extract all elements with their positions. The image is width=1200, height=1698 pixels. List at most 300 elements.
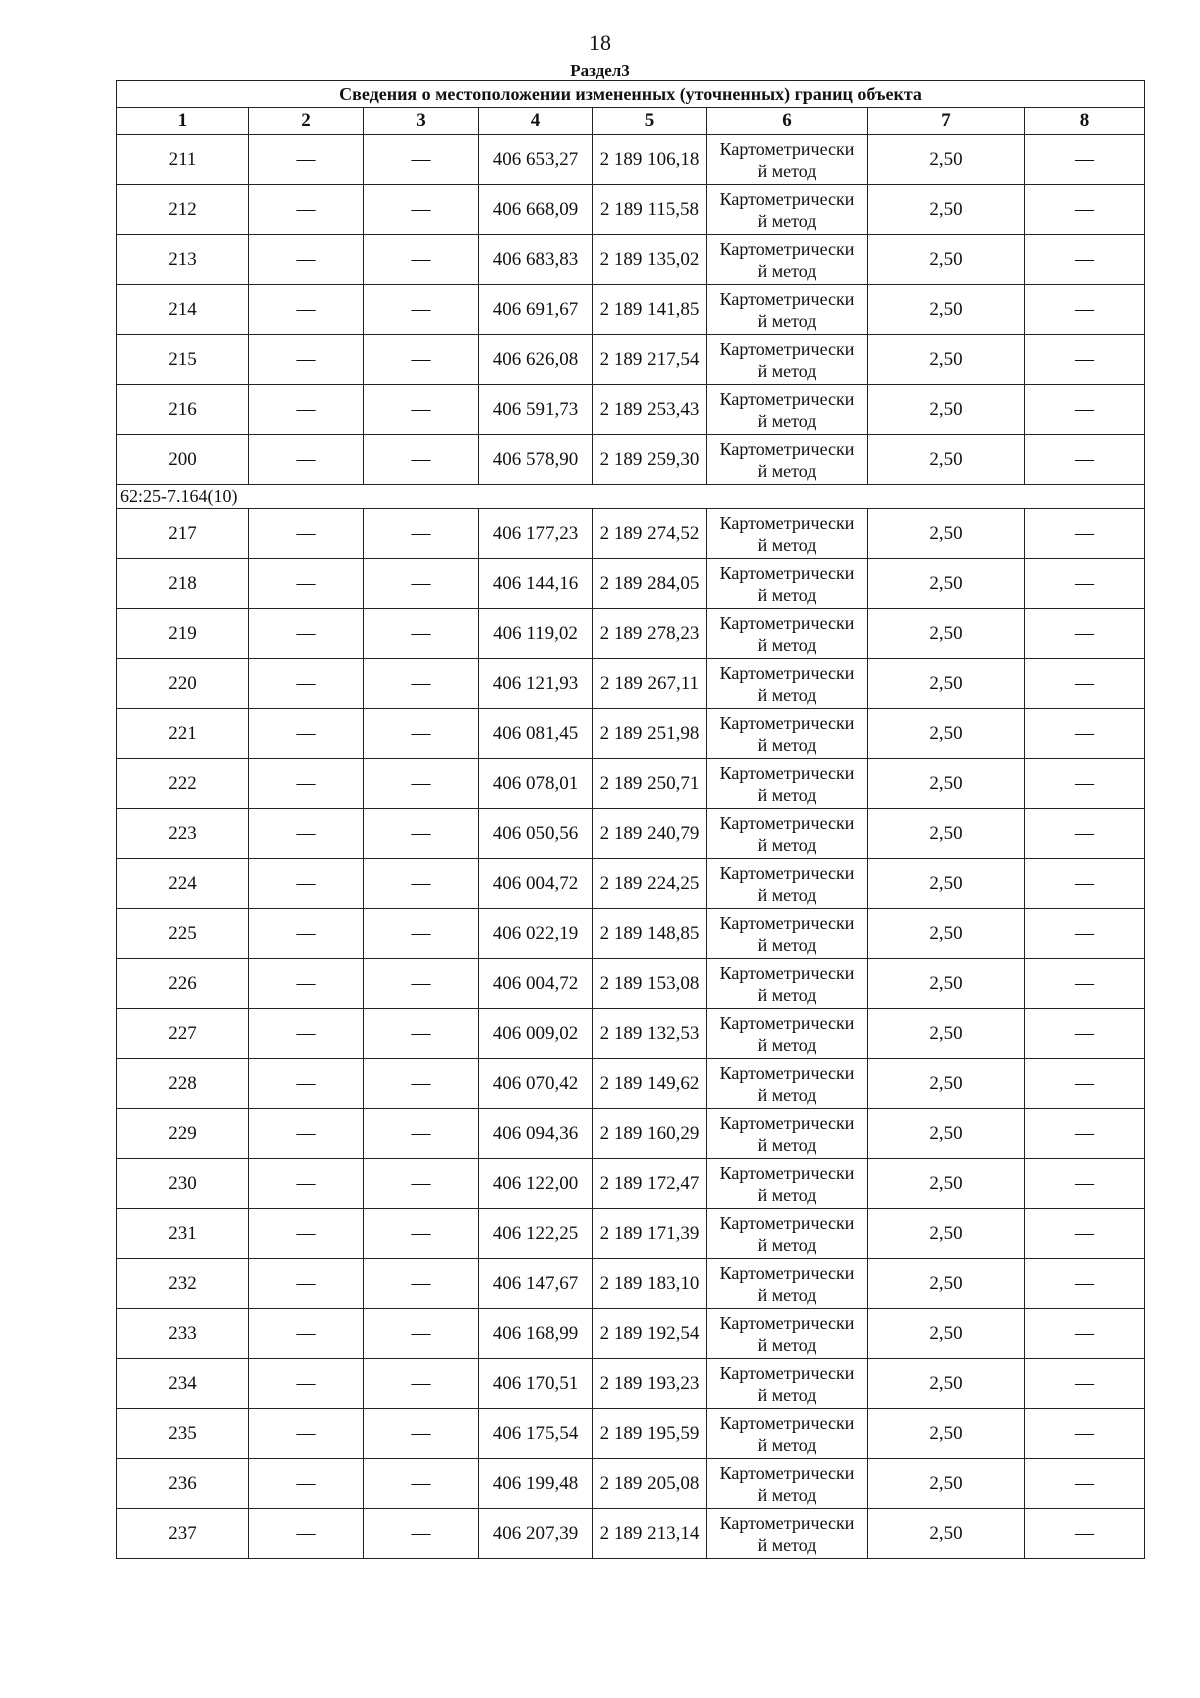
method-text-line2: й метод — [757, 1184, 817, 1205]
point-number-cell: 230 — [117, 1159, 249, 1209]
x-coordinate-cell: 406 122,00 — [479, 1159, 593, 1209]
table-row — [117, 1209, 1145, 1259]
method-text-line1: Картометрически — [719, 962, 855, 983]
accuracy-cell: 2,50 — [868, 959, 1025, 1009]
table-row — [117, 385, 1145, 435]
point-number-cell: 233 — [117, 1309, 249, 1359]
y-coordinate-cell: 2 189 193,23 — [593, 1359, 707, 1409]
method-text-line2: й метод — [757, 984, 817, 1005]
table-row — [117, 1309, 1145, 1359]
empty-value-cell: — — [249, 435, 364, 485]
section-title: Раздел3 — [570, 61, 630, 80]
table-row — [117, 759, 1145, 809]
empty-value-cell: — — [364, 859, 479, 909]
method-text-line2: й метод — [757, 210, 817, 231]
y-coordinate-cell: 2 189 153,08 — [593, 959, 707, 1009]
point-number-cell: 225 — [117, 909, 249, 959]
accuracy-cell: 2,50 — [868, 659, 1025, 709]
method-text-line1: Картометрически — [719, 812, 855, 833]
empty-value-cell: — — [1025, 659, 1145, 709]
column-number: 4 — [479, 108, 593, 135]
empty-value-cell: — — [364, 809, 479, 859]
method-text-line2: й метод — [757, 634, 817, 655]
point-number-cell: 213 — [117, 235, 249, 285]
table-row — [117, 709, 1145, 759]
point-number-cell: 220 — [117, 659, 249, 709]
empty-value-cell: — — [364, 509, 479, 559]
accuracy-cell: 2,50 — [868, 1109, 1025, 1159]
empty-value-cell: — — [1025, 559, 1145, 609]
method-cell — [707, 709, 868, 759]
accuracy-cell: 2,50 — [868, 709, 1025, 759]
point-number-cell: 216 — [117, 385, 249, 435]
empty-value-cell: — — [1025, 509, 1145, 559]
empty-value-cell: — — [364, 1159, 479, 1209]
empty-value-cell: — — [1025, 959, 1145, 1009]
empty-value-cell: — — [1025, 135, 1145, 185]
method-text-line1: Картометрически — [719, 1112, 855, 1133]
table-row — [117, 135, 1145, 185]
point-number-cell: 218 — [117, 559, 249, 609]
x-coordinate-cell: 406 168,99 — [479, 1309, 593, 1359]
x-coordinate-cell: 406 668,09 — [479, 185, 593, 235]
method-text-line2: й метод — [757, 934, 817, 955]
x-coordinate-cell: 406 009,02 — [479, 1009, 593, 1059]
y-coordinate-cell: 2 189 253,43 — [593, 385, 707, 435]
method-text-line2: й метод — [757, 584, 817, 605]
accuracy-cell: 2,50 — [868, 1259, 1025, 1309]
column-number: 5 — [593, 108, 707, 135]
empty-value-cell: — — [249, 1459, 364, 1509]
empty-value-cell: — — [1025, 609, 1145, 659]
point-number-cell: 237 — [117, 1509, 249, 1559]
empty-value-cell: — — [1025, 185, 1145, 235]
y-coordinate-cell: 2 189 250,71 — [593, 759, 707, 809]
method-cell — [707, 959, 868, 1009]
method-text-line1: Картометрически — [719, 1012, 855, 1033]
empty-value-cell: — — [249, 859, 364, 909]
method-text-line2: й метод — [757, 1534, 817, 1555]
empty-value-cell: — — [249, 759, 364, 809]
empty-value-cell: — — [249, 335, 364, 385]
empty-value-cell: — — [364, 1509, 479, 1559]
table-row — [117, 1459, 1145, 1509]
accuracy-cell: 2,50 — [868, 185, 1025, 235]
empty-value-cell: — — [249, 1059, 364, 1109]
table-row — [117, 1109, 1145, 1159]
accuracy-cell: 2,50 — [868, 1359, 1025, 1409]
method-text-line2: й метод — [757, 460, 817, 481]
method-cell — [707, 285, 868, 335]
method-cell — [707, 1259, 868, 1309]
empty-value-cell: — — [1025, 235, 1145, 285]
table-row — [117, 1059, 1145, 1109]
x-coordinate-cell: 406 170,51 — [479, 1359, 593, 1409]
point-number-cell: 223 — [117, 809, 249, 859]
point-number-cell: 219 — [117, 609, 249, 659]
empty-value-cell: — — [249, 1009, 364, 1059]
empty-value-cell: — — [364, 435, 479, 485]
accuracy-cell: 2,50 — [868, 235, 1025, 285]
x-coordinate-cell: 406 177,23 — [479, 509, 593, 559]
accuracy-cell: 2,50 — [868, 759, 1025, 809]
method-text-line2: й метод — [757, 684, 817, 705]
x-coordinate-cell: 406 050,56 — [479, 809, 593, 859]
point-number-cell: 215 — [117, 335, 249, 385]
empty-value-cell: — — [1025, 385, 1145, 435]
column-number: 3 — [364, 108, 479, 135]
column-number-row — [117, 108, 1145, 135]
table-caption-row — [117, 81, 1145, 108]
x-coordinate-cell: 406 653,27 — [479, 135, 593, 185]
table-row — [117, 809, 1145, 859]
empty-value-cell: — — [364, 235, 479, 285]
empty-value-cell: — — [249, 385, 364, 435]
table-row — [117, 609, 1145, 659]
x-coordinate-cell: 406 199,48 — [479, 1459, 593, 1509]
method-text-line1: Картометрически — [719, 138, 855, 159]
table-row — [117, 859, 1145, 909]
empty-value-cell: — — [364, 385, 479, 435]
method-cell — [707, 859, 868, 909]
method-cell — [707, 559, 868, 609]
accuracy-cell: 2,50 — [868, 809, 1025, 859]
table-row — [117, 1409, 1145, 1459]
method-text-line1: Картометрически — [719, 438, 855, 459]
method-text-line1: Картометрически — [719, 238, 855, 259]
y-coordinate-cell: 2 189 132,53 — [593, 1009, 707, 1059]
method-text-line1: Картометрически — [719, 512, 855, 533]
x-coordinate-cell: 406 591,73 — [479, 385, 593, 435]
table-row — [117, 285, 1145, 335]
point-number-cell: 229 — [117, 1109, 249, 1159]
empty-value-cell: — — [249, 235, 364, 285]
accuracy-cell: 2,50 — [868, 1209, 1025, 1259]
point-number-cell: 231 — [117, 1209, 249, 1259]
column-number: 1 — [117, 108, 249, 135]
accuracy-cell: 2,50 — [868, 1009, 1025, 1059]
point-number-cell: 217 — [117, 509, 249, 559]
empty-value-cell: — — [364, 135, 479, 185]
point-number-cell: 214 — [117, 285, 249, 335]
method-text-line2: й метод — [757, 1234, 817, 1255]
method-text-line2: й метод — [757, 784, 817, 805]
method-text-line1: Картометрически — [719, 1312, 855, 1333]
table-row — [117, 559, 1145, 609]
x-coordinate-cell: 406 175,54 — [479, 1409, 593, 1459]
method-text-line2: й метод — [757, 1084, 817, 1105]
empty-value-cell: — — [249, 509, 364, 559]
table-row — [117, 1359, 1145, 1409]
method-cell — [707, 385, 868, 435]
empty-value-cell: — — [249, 1359, 364, 1409]
empty-value-cell: — — [1025, 435, 1145, 485]
table-row — [117, 435, 1145, 485]
x-coordinate-cell: 406 683,83 — [479, 235, 593, 285]
x-coordinate-cell: 406 691,67 — [479, 285, 593, 335]
y-coordinate-cell: 2 189 183,10 — [593, 1259, 707, 1309]
method-text-line1: Картометрически — [719, 762, 855, 783]
method-text-line2: й метод — [757, 534, 817, 555]
empty-value-cell: — — [249, 185, 364, 235]
empty-value-cell: — — [1025, 285, 1145, 335]
y-coordinate-cell: 2 189 205,08 — [593, 1459, 707, 1509]
y-coordinate-cell: 2 189 149,62 — [593, 1059, 707, 1109]
y-coordinate-cell: 2 189 240,79 — [593, 809, 707, 859]
empty-value-cell: — — [364, 285, 479, 335]
method-cell — [707, 1409, 868, 1459]
method-text-line2: й метод — [757, 260, 817, 281]
y-coordinate-cell: 2 189 224,25 — [593, 859, 707, 909]
table-body — [117, 81, 1145, 1559]
empty-value-cell: — — [364, 1309, 479, 1359]
method-text-line1: Картометрически — [719, 188, 855, 209]
point-number-cell: 235 — [117, 1409, 249, 1459]
empty-value-cell: — — [1025, 1409, 1145, 1459]
empty-value-cell: — — [364, 335, 479, 385]
method-cell — [707, 1009, 868, 1059]
empty-value-cell: — — [249, 135, 364, 185]
method-text-line2: й метод — [757, 834, 817, 855]
empty-value-cell: — — [249, 1209, 364, 1259]
method-cell — [707, 335, 868, 385]
method-cell — [707, 135, 868, 185]
accuracy-cell: 2,50 — [868, 509, 1025, 559]
empty-value-cell: — — [1025, 1209, 1145, 1259]
x-coordinate-cell: 406 078,01 — [479, 759, 593, 809]
point-number-cell: 234 — [117, 1359, 249, 1409]
empty-value-cell: — — [1025, 1159, 1145, 1209]
y-coordinate-cell: 2 189 172,47 — [593, 1159, 707, 1209]
empty-value-cell: — — [364, 1259, 479, 1309]
empty-value-cell: — — [364, 1109, 479, 1159]
method-text-line1: Картометрически — [719, 1362, 855, 1383]
point-number-cell: 232 — [117, 1259, 249, 1309]
point-number-cell: 227 — [117, 1009, 249, 1059]
empty-value-cell: — — [364, 559, 479, 609]
method-text-line1: Картометрически — [719, 612, 855, 633]
empty-value-cell: — — [364, 709, 479, 759]
empty-value-cell: — — [1025, 809, 1145, 859]
x-coordinate-cell: 406 144,16 — [479, 559, 593, 609]
empty-value-cell: — — [364, 1209, 479, 1259]
method-text-line2: й метод — [757, 1134, 817, 1155]
method-text-line1: Картометрически — [719, 388, 855, 409]
method-text-line2: й метод — [757, 1334, 817, 1355]
accuracy-cell: 2,50 — [868, 909, 1025, 959]
method-cell — [707, 1159, 868, 1209]
empty-value-cell: — — [1025, 1009, 1145, 1059]
method-text-line1: Картометрически — [719, 288, 855, 309]
method-text-line2: й метод — [757, 734, 817, 755]
table-row — [117, 659, 1145, 709]
method-text-line1: Картометрически — [719, 712, 855, 733]
empty-value-cell: — — [364, 1409, 479, 1459]
group-label-row — [117, 485, 1145, 509]
empty-value-cell: — — [1025, 859, 1145, 909]
empty-value-cell: — — [364, 1009, 479, 1059]
y-coordinate-cell: 2 189 213,14 — [593, 1509, 707, 1559]
method-cell — [707, 1459, 868, 1509]
accuracy-cell: 2,50 — [868, 285, 1025, 335]
method-cell — [707, 759, 868, 809]
accuracy-cell: 2,50 — [868, 135, 1025, 185]
accuracy-cell: 2,50 — [868, 859, 1025, 909]
method-text-line1: Картометрически — [719, 912, 855, 933]
accuracy-cell: 2,50 — [868, 1459, 1025, 1509]
y-coordinate-cell: 2 189 115,58 — [593, 185, 707, 235]
empty-value-cell: — — [249, 559, 364, 609]
x-coordinate-cell: 406 081,45 — [479, 709, 593, 759]
method-cell — [707, 659, 868, 709]
y-coordinate-cell: 2 189 135,02 — [593, 235, 707, 285]
table-row — [117, 909, 1145, 959]
method-text-line1: Картометрически — [719, 662, 855, 683]
y-coordinate-cell: 2 189 171,39 — [593, 1209, 707, 1259]
method-cell — [707, 609, 868, 659]
empty-value-cell: — — [249, 1409, 364, 1459]
y-coordinate-cell: 2 189 274,52 — [593, 509, 707, 559]
x-coordinate-cell: 406 207,39 — [479, 1509, 593, 1559]
method-text-line1: Картометрически — [719, 562, 855, 583]
empty-value-cell: — — [364, 759, 479, 809]
y-coordinate-cell: 2 189 195,59 — [593, 1409, 707, 1459]
empty-value-cell: — — [249, 809, 364, 859]
empty-value-cell: — — [1025, 1109, 1145, 1159]
point-number-cell: 226 — [117, 959, 249, 1009]
y-coordinate-cell: 2 189 278,23 — [593, 609, 707, 659]
accuracy-cell: 2,50 — [868, 435, 1025, 485]
empty-value-cell: — — [249, 1259, 364, 1309]
y-coordinate-cell: 2 189 160,29 — [593, 1109, 707, 1159]
method-cell — [707, 909, 868, 959]
empty-value-cell: — — [249, 609, 364, 659]
table-row — [117, 1009, 1145, 1059]
method-cell — [707, 509, 868, 559]
method-text-line2: й метод — [757, 410, 817, 431]
x-coordinate-cell: 406 004,72 — [479, 859, 593, 909]
empty-value-cell: — — [1025, 709, 1145, 759]
point-number-cell: 212 — [117, 185, 249, 235]
empty-value-cell: — — [1025, 1059, 1145, 1109]
empty-value-cell: — — [1025, 909, 1145, 959]
column-number: 6 — [707, 108, 868, 135]
empty-value-cell: — — [1025, 759, 1145, 809]
method-text-line1: Картометрически — [719, 1162, 855, 1183]
y-coordinate-cell: 2 189 192,54 — [593, 1309, 707, 1359]
method-text-line2: й метод — [757, 1434, 817, 1455]
empty-value-cell: — — [1025, 1259, 1145, 1309]
accuracy-cell: 2,50 — [868, 609, 1025, 659]
empty-value-cell: — — [1025, 1359, 1145, 1409]
group-label: 62:25-7.164(10) — [117, 485, 1145, 509]
method-text-line1: Картометрически — [719, 1062, 855, 1083]
empty-value-cell: — — [364, 659, 479, 709]
y-coordinate-cell: 2 189 148,85 — [593, 909, 707, 959]
empty-value-cell: — — [364, 909, 479, 959]
method-cell — [707, 185, 868, 235]
empty-value-cell: — — [249, 1509, 364, 1559]
method-text-line1: Картометрически — [719, 1262, 855, 1283]
column-number: 7 — [868, 108, 1025, 135]
empty-value-cell: — — [364, 185, 479, 235]
x-coordinate-cell: 406 094,36 — [479, 1109, 593, 1159]
x-coordinate-cell: 406 121,93 — [479, 659, 593, 709]
table-caption: Сведения о местоположении измененных (уточненных) границ объекта — [117, 81, 1145, 108]
column-number: 2 — [249, 108, 364, 135]
y-coordinate-cell: 2 189 267,11 — [593, 659, 707, 709]
method-cell — [707, 1309, 868, 1359]
method-cell — [707, 1509, 868, 1559]
method-text-line2: й метод — [757, 160, 817, 181]
method-text-line1: Картометрически — [719, 338, 855, 359]
method-text-line2: й метод — [757, 310, 817, 331]
x-coordinate-cell: 406 147,67 — [479, 1259, 593, 1309]
table-row — [117, 185, 1145, 235]
x-coordinate-cell: 406 626,08 — [479, 335, 593, 385]
x-coordinate-cell: 406 578,90 — [479, 435, 593, 485]
y-coordinate-cell: 2 189 106,18 — [593, 135, 707, 185]
empty-value-cell: — — [364, 609, 479, 659]
method-text-line2: й метод — [757, 1484, 817, 1505]
point-number-cell: 236 — [117, 1459, 249, 1509]
empty-value-cell: — — [1025, 1509, 1145, 1559]
method-text-line2: й метод — [757, 360, 817, 381]
accuracy-cell: 2,50 — [868, 1059, 1025, 1109]
method-cell — [707, 1209, 868, 1259]
empty-value-cell: — — [249, 285, 364, 335]
method-text-line2: й метод — [757, 1284, 817, 1305]
x-coordinate-cell: 406 122,25 — [479, 1209, 593, 1259]
point-number-cell: 222 — [117, 759, 249, 809]
empty-value-cell: — — [249, 1109, 364, 1159]
table-row — [117, 335, 1145, 385]
accuracy-cell: 2,50 — [868, 1159, 1025, 1209]
method-text-line1: Картометрически — [719, 862, 855, 883]
y-coordinate-cell: 2 189 217,54 — [593, 335, 707, 385]
method-text-line1: Картометрически — [719, 1512, 855, 1533]
method-text-line1: Картометрически — [719, 1412, 855, 1433]
y-coordinate-cell: 2 189 284,05 — [593, 559, 707, 609]
method-text-line2: й метод — [757, 884, 817, 905]
table-row — [117, 509, 1145, 559]
accuracy-cell: 2,50 — [868, 559, 1025, 609]
point-number-cell: 224 — [117, 859, 249, 909]
x-coordinate-cell: 406 004,72 — [479, 959, 593, 1009]
method-cell — [707, 435, 868, 485]
accuracy-cell: 2,50 — [868, 385, 1025, 435]
table-row — [117, 235, 1145, 285]
empty-value-cell: — — [249, 909, 364, 959]
accuracy-cell: 2,50 — [868, 1409, 1025, 1459]
empty-value-cell: — — [249, 709, 364, 759]
empty-value-cell: — — [249, 1309, 364, 1359]
empty-value-cell: — — [249, 1159, 364, 1209]
empty-value-cell: — — [364, 1059, 479, 1109]
y-coordinate-cell: 2 189 141,85 — [593, 285, 707, 335]
empty-value-cell: — — [364, 959, 479, 1009]
method-cell — [707, 235, 868, 285]
table-row — [117, 1509, 1145, 1559]
page-number: 18 — [589, 30, 611, 55]
empty-value-cell: — — [249, 959, 364, 1009]
empty-value-cell: — — [1025, 1459, 1145, 1509]
method-cell — [707, 1359, 868, 1409]
method-cell — [707, 1059, 868, 1109]
y-coordinate-cell: 2 189 251,98 — [593, 709, 707, 759]
table-row — [117, 959, 1145, 1009]
x-coordinate-cell: 406 119,02 — [479, 609, 593, 659]
